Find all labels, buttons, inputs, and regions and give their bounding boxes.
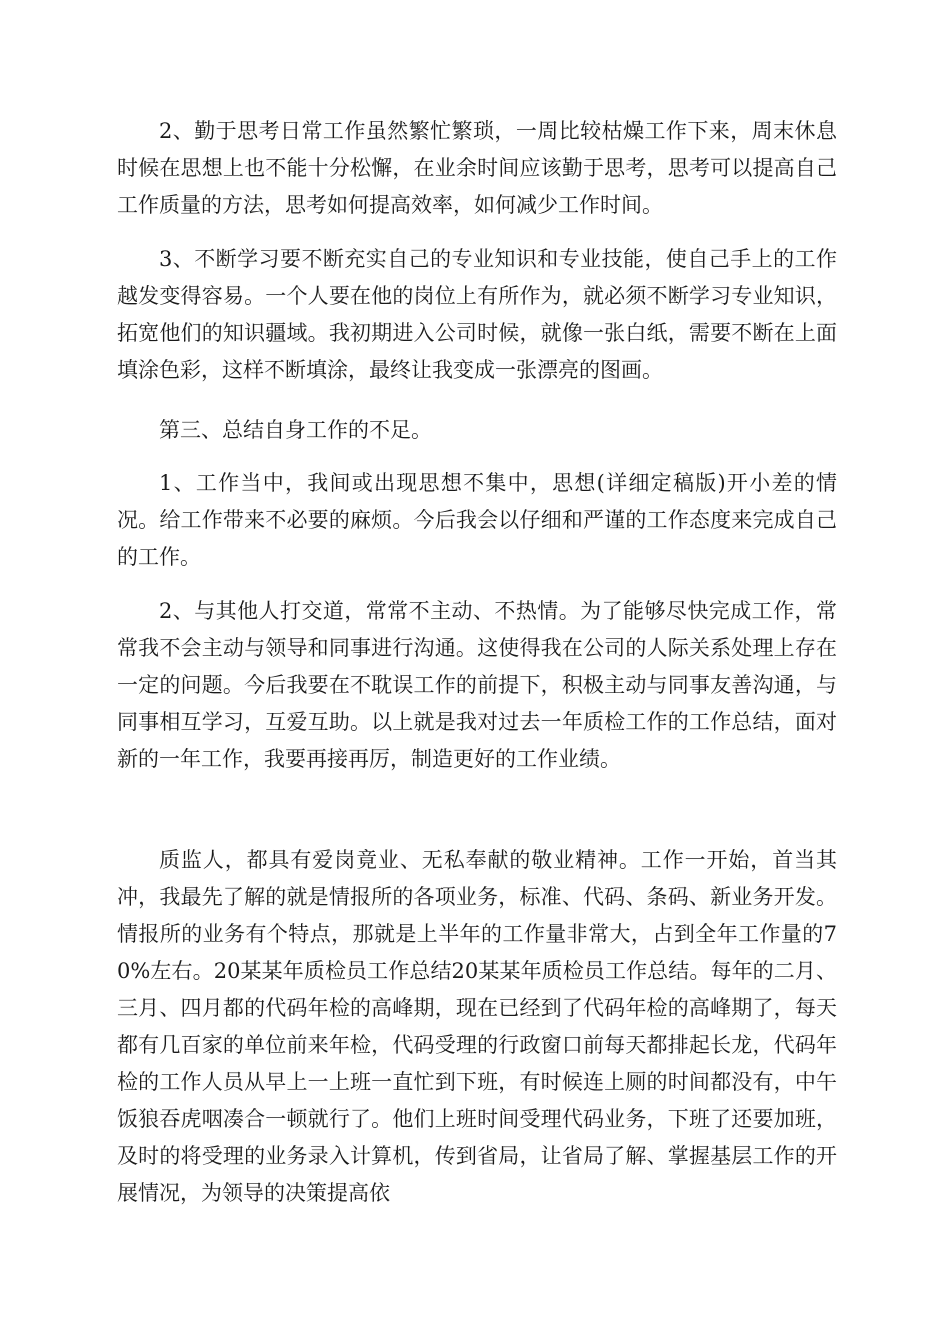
section-heading-shortcomings: 第三、总结自身工作的不足。 — [159, 418, 432, 442]
paragraph-shortcoming-communication: 2、与其他人打交道，常常不主动、不热情。为了能够尽快完成工作，常常我不会主动与领导和同事进行沟通。这使得我在公司的人际关系处理上存在一定的问题。今后我要在不耽误工作的前提下，积极主动与同事友善沟通，与同事相互学习，互爱互助。以上就是我对过去一年质检工作的工作总结，面对新的一年工作，我要再接再厉，制造更好的工作业绩。 — [117, 599, 837, 771]
paragraph-shortcoming-focus: 1、工作当中，我间或出现思想不集中，思想(详细定稿版)开小差的情况。给工作带来不必要的麻烦。今后我会以仔细和严谨的工作态度来完成自己的工作。 — [117, 471, 837, 569]
paragraph-quality-supervisors: 质监人，都具有爱岗竟业、无私奉献的敬业精神。工作一开始，首当其冲，我最先了解的就是情报所的各项业务，标准、代码、条码、新业务开发。情报所的业务有个特点，那就是上半年的工作量非常大，占到全年工作量的70%左右。20某某年质检员工作总结20某某年质检员工作总结。每年的二月、三月、四月都的代码年检的高峰期，现在已经到了代码年检的高峰期了，每天都有几百家的单位前来年检，代码受理的行政窗口前每天都排起长龙，代码年检的工作人员从早上一上班一直忙到下班，有时候连上厕的时间都没有，中午饭狼吞虎咽凑合一顿就行了。他们上班时间受理代码业务，下班了还要加班，及时的将受理的业务录入计算机，传到省局，让省局了解、掌握基层工作的开展情况，为领导的决策提高依 — [117, 848, 837, 1205]
paragraph-continuous-learning: 3、不断学习要不断充实自己的专业知识和专业技能，使自己手上的工作越发变得容易。一个人要在他的岗位上有所作为，就必须不断学习专业知识，拓宽他们的知识疆域。我初期进入公司时候，就像一张白纸，需要不断在上面填涂色彩，这样不断填涂，最终让我变成一张漂亮的图画。 — [117, 247, 837, 382]
paragraph-diligent-thinking: 2、勤于思考日常工作虽然繁忙繁琐，一周比较枯燥工作下来，周末休息时候在思想上也不能十分松懈，在业余时间应该勤于思考，思考可以提高自己工作质量的方法，思考如何提高效率，如何减少工作时间。 — [117, 119, 837, 217]
